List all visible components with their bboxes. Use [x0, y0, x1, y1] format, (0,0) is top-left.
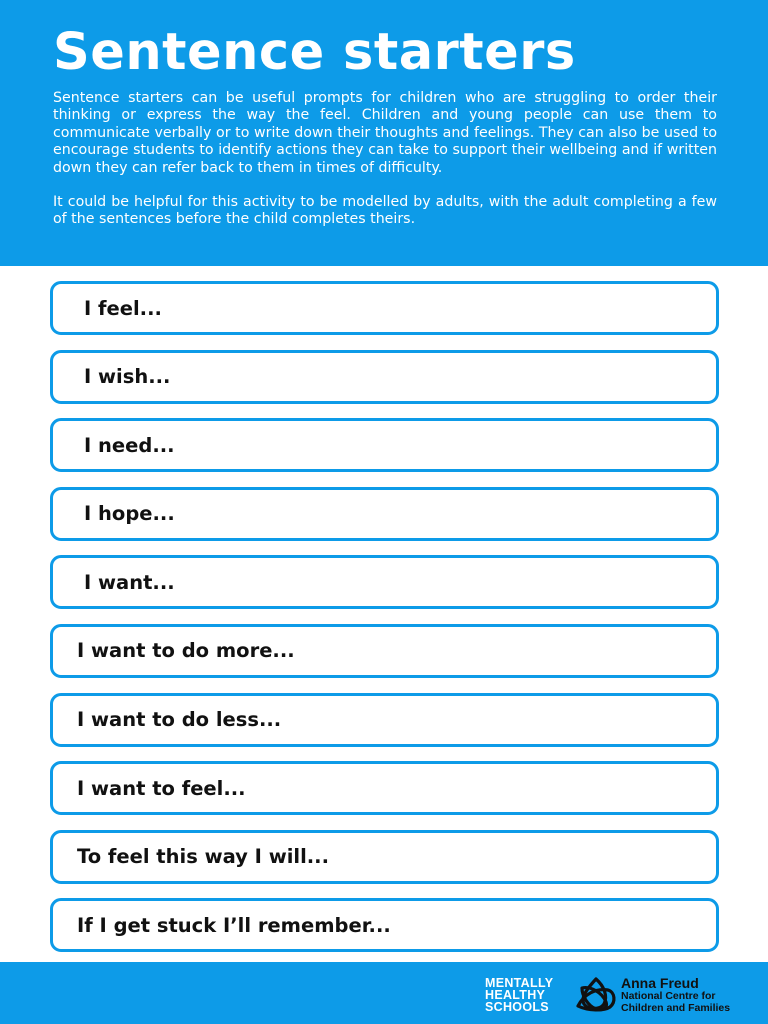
intro-text: [53, 90, 717, 229]
starter-box-to-feel-this-way[interactable]: To feel this way I will...: [50, 830, 719, 884]
starter-box-if-i-get-stuck[interactable]: If I get stuck I’ll remember...: [50, 898, 719, 952]
header-banner: [0, 0, 768, 266]
footer-banner: [0, 962, 768, 1024]
anna-freud-subtitle-2: Children and Families: [621, 1001, 731, 1014]
anna-freud-subtitle-1: National Centre for: [621, 990, 716, 1002]
starter-box-i-need[interactable]: I need...: [50, 418, 719, 472]
intro-paragraph-2: It could be helpful for this activity to be modelled by adults, with the adult completing a few of the sentences before the child completes theirs.: [53, 194, 717, 228]
mhs-logo-line-3: SCHOOLS: [485, 1000, 549, 1014]
page-title: Sentence starters: [53, 23, 576, 82]
starter-box-i-want-to-do-less[interactable]: I want to do less...: [50, 693, 719, 747]
anna-freud-logo-text: [621, 976, 730, 1014]
mhs-logo-line-2: HEALTHY: [485, 988, 546, 1002]
sentence-starter-list: [50, 281, 719, 967]
starter-box-i-wish[interactable]: I wish...: [50, 350, 719, 404]
mhs-logo-line-1: MENTALLY: [485, 976, 554, 990]
intro-paragraph-1: Sentence starters can be useful prompts for children who are struggling to order their thinking or express the way the feel. Children and young people can use them to communicate verbally or to write down their thoughts and feelings. They can also be used to encourage students to identify actions they can take to support their wellbeing and if written down they can refer back to them in times of difficulty.: [53, 90, 717, 176]
starter-box-i-feel[interactable]: I feel...: [50, 281, 719, 335]
starter-box-i-want-to-do-more[interactable]: I want to do more...: [50, 624, 719, 678]
mentally-healthy-schools-logo: [485, 977, 553, 1013]
anna-freud-name: Anna Freud: [621, 975, 699, 991]
anna-freud-knot-icon: [574, 976, 618, 1012]
starter-box-i-want-to-feel[interactable]: I want to feel...: [50, 761, 719, 815]
starter-box-i-want[interactable]: I want...: [50, 555, 719, 609]
starter-box-i-hope[interactable]: I hope...: [50, 487, 719, 541]
